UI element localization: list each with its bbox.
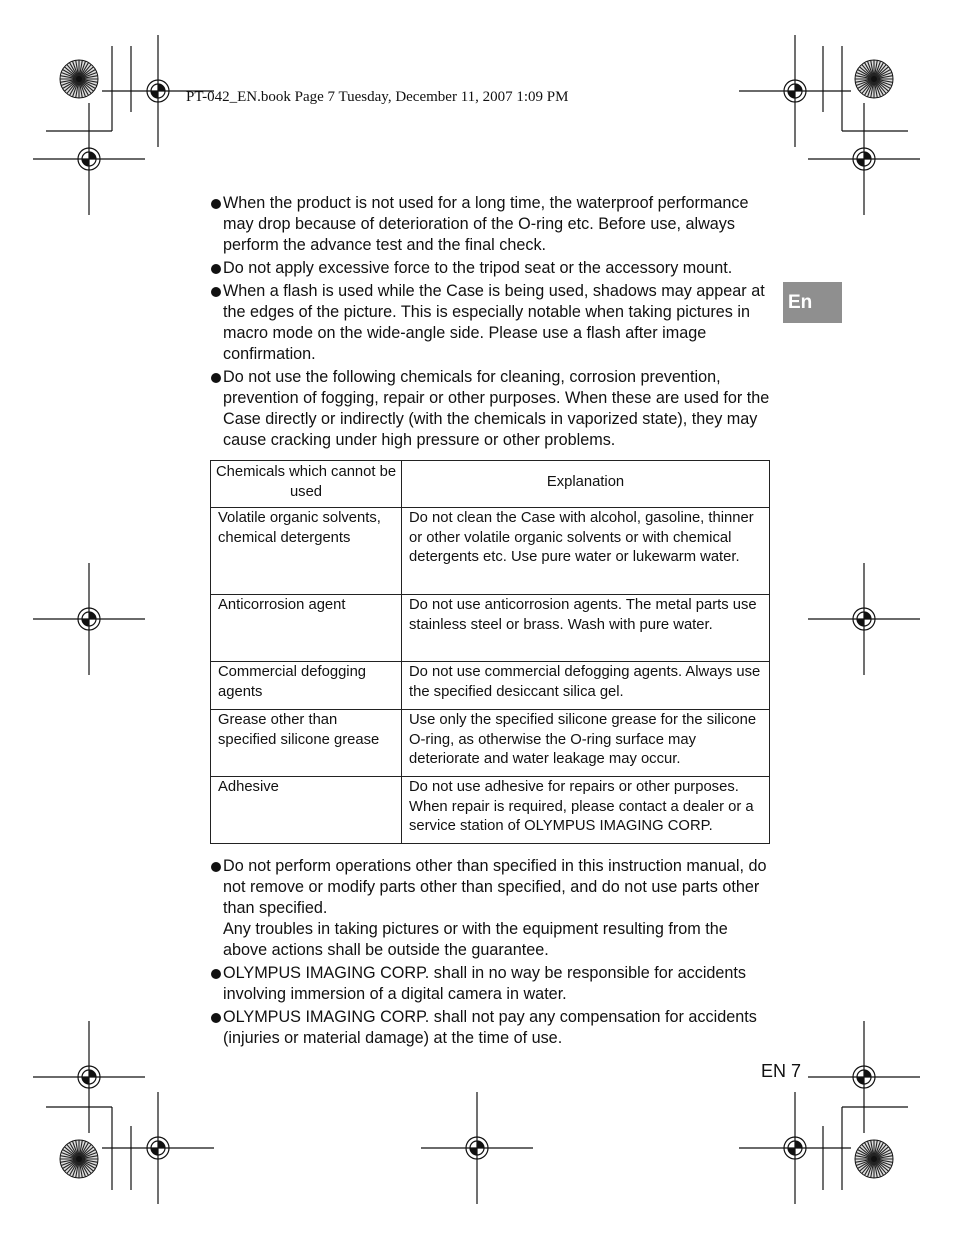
registration-mark-icon xyxy=(808,103,920,215)
print-header: PT-042_EN.book Page 7 Tuesday, December 11, 2007 1:09 PM xyxy=(186,89,569,105)
explanation-cell: Do not use adhesive for repairs or other purposes. When repair is required, please contact a dealer or a service station of OLYMPUS IMAGING CORP. xyxy=(402,777,770,844)
table-row xyxy=(211,777,770,844)
precautions-list-top xyxy=(211,193,773,453)
chemical-cell: Anticorrosion agent xyxy=(211,595,402,662)
page-number: EN 7 xyxy=(761,1061,802,1081)
bullet-icon xyxy=(211,264,221,274)
starburst-mark-icon xyxy=(60,60,98,98)
starburst-mark-icon xyxy=(855,60,893,98)
chemical-cell: Volatile organic solvents, chemical detergents xyxy=(211,508,402,595)
table-row xyxy=(211,595,770,662)
bullet-icon xyxy=(211,862,221,872)
bullet-icon xyxy=(211,287,221,297)
table-header-row xyxy=(211,461,770,508)
bullet-icon xyxy=(211,199,221,209)
explanation-cell: Do not use commercial defogging agents. Always use the specified desiccant silica gel. xyxy=(402,662,770,710)
precautions-list-bottom xyxy=(211,856,773,1051)
table-row xyxy=(211,710,770,777)
registration-mark-icon xyxy=(739,1092,851,1204)
registration-mark-icon xyxy=(33,1021,145,1133)
registration-mark-icon xyxy=(808,1021,920,1133)
language-tab: En xyxy=(783,282,842,323)
list-item: Do not use the following chemicals for cleaning, corrosion prevention, prevention of fogging, repair or other purposes. When these are used for the Case directly or indirectly (with the chemicals in vaporized state), they may cause cracking under high pressure or other problems. xyxy=(211,367,773,451)
column-header-explanation: Explanation xyxy=(402,461,770,508)
bullet-icon xyxy=(211,1013,221,1023)
starburst-mark-icon xyxy=(855,1140,893,1178)
column-header-chemicals: Chemicals which cannot be used xyxy=(211,461,402,508)
table-row xyxy=(211,508,770,595)
registration-mark-icon xyxy=(33,103,145,215)
list-item: Do not perform operations other than specified in this instruction manual, do not remove or modify parts other than specified, and do not use parts other than specified. Any troubles in taking pictures or with the equipment resulting from the above actions shall be outside the guarantee. xyxy=(211,856,773,961)
chemical-cell: Commercial defogging agents xyxy=(211,662,402,710)
explanation-cell: Use only the specified silicone grease for the silicone O-ring, as otherwise the O-ring surface may deteriorate and water leakage may occur. xyxy=(402,710,770,777)
table-row xyxy=(211,662,770,710)
registration-mark-icon xyxy=(102,1092,214,1204)
explanation-cell: Do not clean the Case with alcohol, gasoline, thinner or other volatile organic solvents or with chemical detergents etc. Use pure water or lukewarm water. xyxy=(402,508,770,595)
registration-mark-icon xyxy=(739,35,851,147)
bullet-icon xyxy=(211,969,221,979)
starburst-mark-icon xyxy=(60,1140,98,1178)
list-item: OLYMPUS IMAGING CORP. shall not pay any compensation for accidents (injuries or material damage) at the time of use. xyxy=(211,1007,773,1049)
registration-mark-icon xyxy=(33,563,145,675)
explanation-cell: Do not use anticorrosion agents. The metal parts use stainless steel or brass. Wash with pure water. xyxy=(402,595,770,662)
list-item: OLYMPUS IMAGING CORP. shall in no way be responsible for accidents involving immersion of a digital camera in water. xyxy=(211,963,773,1005)
chemical-cell: Grease other than specified silicone grease xyxy=(211,710,402,777)
list-item: When the product is not used for a long time, the waterproof performance may drop because of deterioration of the O-ring etc. Before use, always perform the advance test and the final check. xyxy=(211,193,773,256)
registration-mark-icon xyxy=(808,563,920,675)
registration-mark-icon xyxy=(421,1092,533,1204)
list-item: When a flash is used while the Case is being used, shadows may appear at the edges of the picture. This is especially notable when taking pictures in macro mode on the wide-angle side. Please use a flash after image confirmation. xyxy=(211,281,773,365)
chemicals-table xyxy=(210,460,770,844)
chemical-cell: Adhesive xyxy=(211,777,402,844)
bullet-icon xyxy=(211,373,221,383)
list-item: Do not apply excessive force to the tripod seat or the accessory mount. xyxy=(211,258,773,279)
